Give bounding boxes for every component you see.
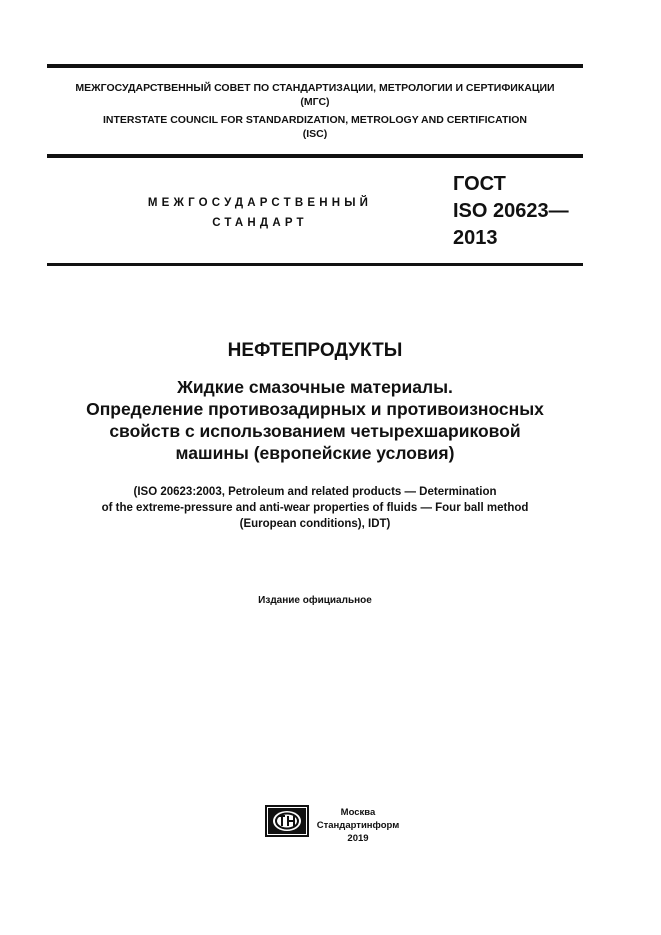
imprint-city: Москва <box>340 807 376 818</box>
designation-year: 2013 <box>453 227 498 249</box>
main-title: НЕФТЕПРОДУКТЫ <box>227 340 403 361</box>
imprint-publisher: Стандартинформ <box>316 820 400 831</box>
iso-reference-line: of the extreme-pressure and anti-wear properties of fluids — Four ball method <box>101 502 529 514</box>
council-ru-abbreviation: (МГС) <box>300 96 330 108</box>
council-name-english <box>47 113 583 141</box>
iso-reference-line: (ISO 20623:2003, Petroleum and related products — Determination <box>133 486 497 498</box>
imprint-year: 2019 <box>347 833 369 844</box>
top-divider <box>47 64 583 68</box>
bottom-divider <box>47 263 583 266</box>
subtitle <box>47 376 583 464</box>
edition-note: Издание официальное <box>258 595 372 606</box>
publisher-imprint <box>303 806 413 845</box>
designation-gost: ГОСТ <box>453 173 506 195</box>
subtitle-line: Определение противозадирных и противоизносных <box>86 399 544 419</box>
subtitle-line: машины (европейские условия) <box>175 443 455 463</box>
standard-type-line-2: СТАНДАРТ <box>212 217 308 229</box>
standard-type <box>100 193 420 233</box>
subtitle-line: Жидкие смазочные материалы. <box>177 377 453 397</box>
council-ru-line-1: МЕЖГОСУДАРСТВЕННЫЙ СОВЕТ ПО СТАНДАРТИЗАЦИИ, МЕТРОЛОГИИ И СЕРТИФИКАЦИИ <box>75 82 555 94</box>
council-en-abbreviation: (ISC) <box>302 128 328 140</box>
designation-iso-number: ISO 20623— <box>453 200 569 222</box>
iso-reference-line: (European conditions), IDT) <box>239 518 391 530</box>
iso-reference <box>47 484 583 532</box>
council-name-russian <box>47 81 583 109</box>
subtitle-line: свойств с использованием четырехшариковой <box>109 421 521 441</box>
council-en-line-1: INTERSTATE COUNCIL FOR STANDARDIZATION, METROLOGY AND CERTIFICATION <box>102 114 528 126</box>
standard-designation <box>453 171 569 252</box>
standard-type-line-1: МЕЖГОСУДАРСТВЕННЫЙ <box>147 197 373 209</box>
middle-divider <box>47 154 583 158</box>
